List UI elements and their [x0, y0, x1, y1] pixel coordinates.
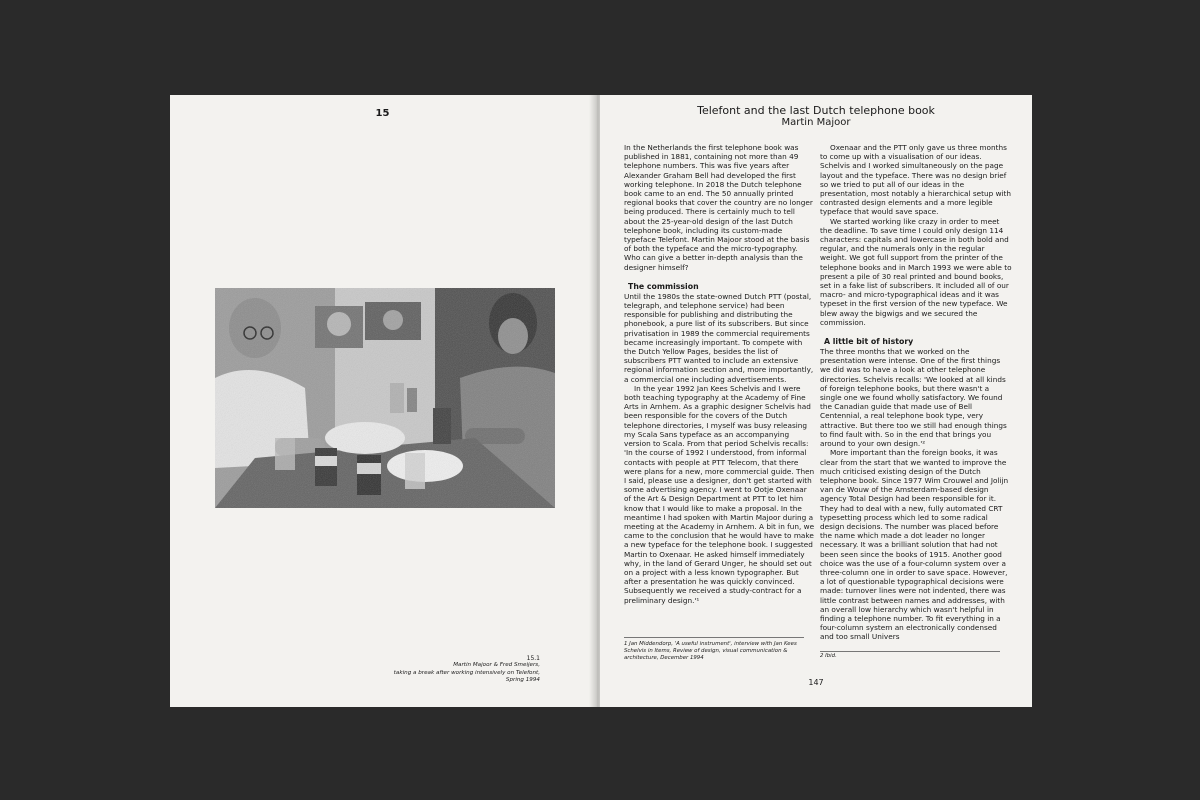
footnote-rule [820, 651, 1000, 652]
left-page [170, 95, 595, 707]
caption-figure-number: 15.1 [526, 655, 540, 662]
footnote-1: 1 Jan Middendorp, 'A useful instrument', interview with Jan Kees Schelvis in Items, Review of design, visual communication & architecture, December 1994 [624, 641, 797, 661]
right-page [600, 95, 1032, 707]
footnote-2: 2 Ibid. [820, 653, 837, 659]
article-header [600, 104, 1032, 129]
right-page-number: 147 [808, 678, 824, 687]
footnote-rule [624, 637, 804, 638]
paragraph: Oxenaar and the PTT only gave us three months to come up with a visualisation of our ideas. Schelvis and I worked simultaneously on the page layout and the typeface. There was no design brief so we tried to put all of our ideas in the presentation, most notably a hierarchical setup with contrasted design elements and a more legible typeface that would save space. [820, 143, 1012, 217]
photo-caption [260, 655, 540, 685]
article-author: Martin Majoor [781, 117, 851, 128]
paragraph: Until the 1980s the state-owned Dutch PTT (postal, telegraph, and telephone service) had been responsible for publishing and distributing the phonebook, a pure list of its subscribers. But since privatisation in 1989 the commercial requirements became increasingly important. To compete with the Dutch Yellow Pages, besides the list of subscribers PTT wanted to include an extensive regional information section and, more importantly, a commercial one including advertisements. [624, 291, 814, 384]
paragraph: More important than the foreign books, it was clear from the start that we wanted to improve the much criticised existing design of the Dutch telephone book. Since 1977 Wim Crouwel and Jolijn van de Wouw of the Amsterdam-based design agency Total Design had been responsible for it. They had to deal with a new, fully automated CRT typesetting process which led to some radical design decisions. The number was placed before the name which made a dot leader no longer necessary. It was a brilliant solution that had not been seen since the books of 1915. Another good choice was the use of a four-column system over a three-column one in order to save space. However, a lot of questionable typographical decisions were made: turnover lines were not indented, there was little contrast between names and addresses, with an overall low hierarchy which wasn't helpful in finding a telephone number. To fit everything in a four-column system an electronically condensed and too small Univers [820, 448, 1009, 642]
text-column-right [820, 143, 1012, 642]
section-heading-commission: The commission [628, 281, 699, 291]
photo-image [215, 288, 555, 508]
caption-line-2: taking a break after working intensively on Telefont, [393, 669, 540, 676]
article-title: Telefont and the last Dutch telephone book [697, 104, 935, 117]
paragraph: In the year 1992 Jan Kees Schelvis and I were both teaching typography at the Academy of Fine Arts in Arnhem. As a graphic designer Schelvis had been responsible for the covers of the Dutch telephone directories, I myself was busy releasing my Scala Sans typeface as an accompanying version to Scala. From that period Schelvis recalls: 'In the course of 1992 I understood, from informal contacts with people at PTT Telecom, that there were plans for a new, more commercial guide. Then I said, please use a designer, don't get started with some advertising agency. I went to Ootje Oxenaar of the Art & Design Department at PTT to let him know that I would like to make a proposal. In the meantime I had spoken with Martin Majoor during a meeting at the Academy in Arnhem. A bit in fun, we came to the conclusion that he would have to make a new typeface for the telephone book. I suggested Martin to Oxenaar. He asked himself immediately why, in the land of Gerard Unger, he should set out on a project with a less known typographer. But after a presentation he was quickly convinced. Subsequently we received a study-contract for a preliminary design.'¹ [624, 383, 815, 605]
intro-paragraph: In the Netherlands the first telephone book was published in 1881, containing not more than 49 telephone numbers. This was five years after Alexander Graham Bell had developed the first working telephone. In 2018 the Dutch telephone book came to an end. The 50 annually printed regional books that cover the country are no longer being produced. There is certainly much to tell about the 25-year-old design of the last Dutch telephone book, including its custom-made typeface Telefont. Martin Majoor stood at the basis of both the typeface and the micro-typography. Who can give a better in-depth analysis than the designer himself? [624, 143, 813, 272]
left-page-number: 15 [375, 108, 390, 119]
paragraph: The three months that we worked on the presentation were intense. One of the first things we did was to have a look at other telephone directories. Schelvis recalls: 'We looked at all kinds of foreign telephone books, but there wasn't a single one we found wholly satisfactory. We found the Canadian guide that made use of Bell Centennial, a real telephone book type, very attractive. But there too we still had enough things to find fault with. So in the end that brings you around to your own design.'² [820, 347, 1007, 449]
photo-two-men-icon [215, 288, 555, 508]
caption-line-3: Spring 1994 [505, 677, 540, 684]
section-heading-history: A little bit of history [824, 337, 914, 347]
text-column-left [624, 143, 816, 605]
caption-line-1: Martin Majoor & Fred Smeijers, [453, 662, 540, 669]
paragraph: We started working like crazy in order to meet the deadline. To save time I could only design 114 characters: capitals and lowercase in both bold and regular, and the numerals only in the regular weight. We got full support from the printer of the telephone books and in March 1993 we were able to present a pile of 30 real printed and bound books, set in a fake list of subscribers. It included all of our macro- and micro-typographical ideas and it was typeset in the first version of the new typeface. We blew away the bigwigs and we secured the commission. [820, 216, 1012, 327]
